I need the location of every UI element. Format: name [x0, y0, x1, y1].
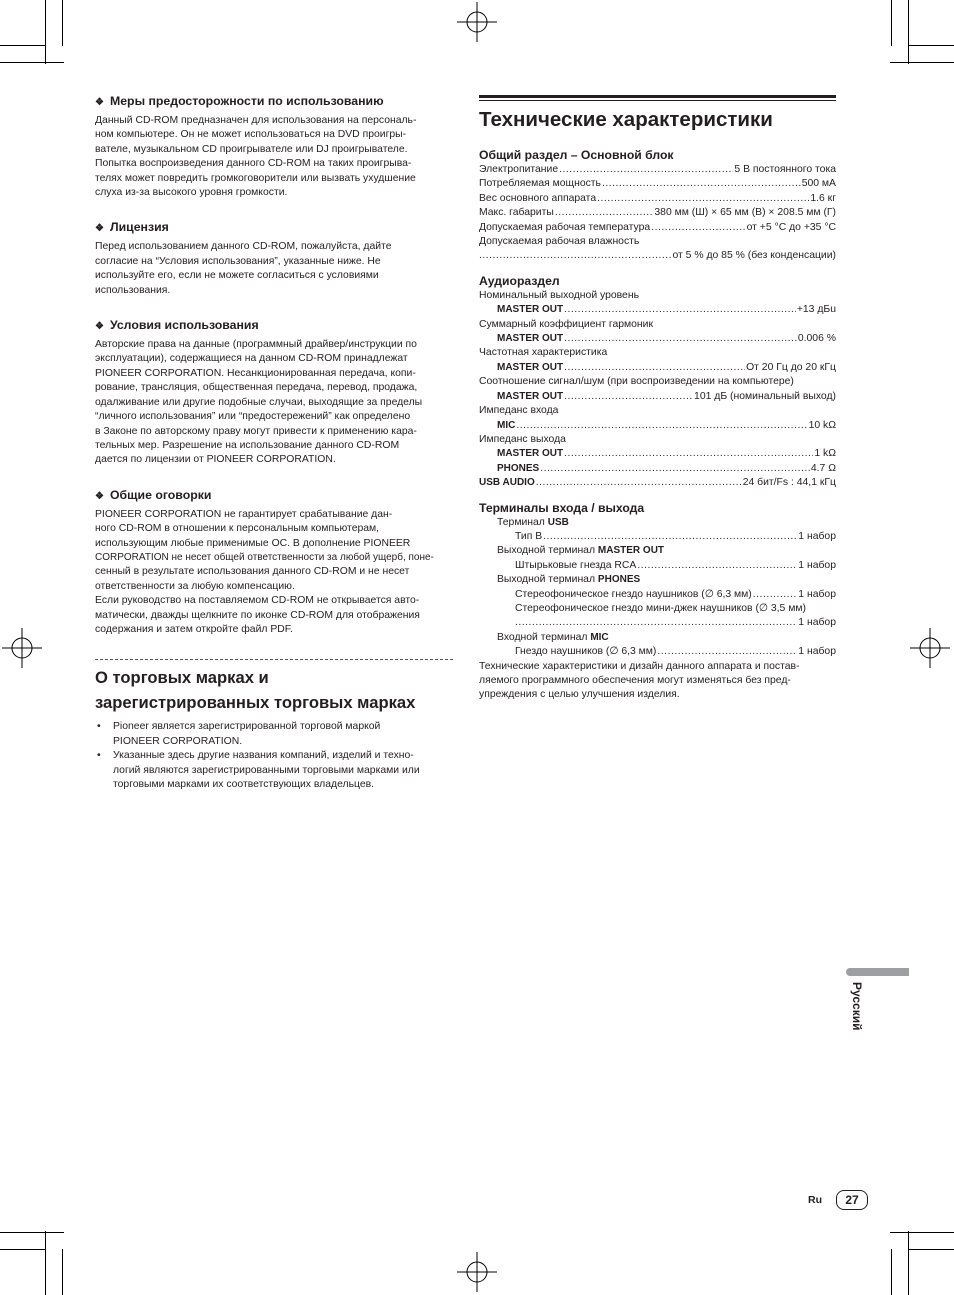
paragraph-line: согласие на “Условия использования”, указанные ниже. Не: [95, 255, 381, 267]
crop-mark: [908, 1249, 954, 1250]
spec-label: Импеданс выхода: [479, 433, 566, 445]
paragraph-line: PIONEER CORPORATION не гарантирует срабатывание дан-: [95, 508, 393, 520]
language-code: Ru: [808, 1194, 822, 1206]
crop-mark: [890, 62, 954, 63]
spec-label: Стереофоническое гнездо мини-джек наушников (∅ 3,5 мм): [515, 602, 806, 614]
crop-mark: [0, 1232, 64, 1233]
paragraph-line: “личного использования” или “предостережений” как определено: [95, 411, 411, 423]
crop-mark: [0, 62, 64, 63]
section-heading: ❖ Меры предосторожности по использованию: [95, 94, 384, 108]
paragraph-line: в Законе по авторскому праву могут привести к применению кара-: [95, 425, 417, 437]
spec-label: Номинальный выходной уровень: [479, 289, 639, 301]
spec-row: Потребляемая мощность ..... 500 мА: [479, 177, 836, 191]
spec-row: ..... 1 набор: [479, 616, 836, 630]
page-title: Технические характеристики: [479, 108, 773, 131]
crop-mark: [891, 1249, 892, 1295]
spec-label: Частотная характеристика: [479, 347, 608, 359]
paragraph-line: используйте его, если не можете согласиться с условиями: [95, 270, 379, 282]
paragraph-line: дается по лицензии от PIONEER CORPORATION.: [95, 454, 336, 466]
crop-mark: [0, 1249, 46, 1250]
spec-row: Тип B ..... 1 набор: [479, 530, 836, 544]
paragraph-line: CORPORATION не несет общей ответственности за любой ущерб, поне-: [95, 551, 434, 563]
note-line: упреждения с целью улучшения изделия.: [479, 689, 680, 701]
crop-mark: [45, 1231, 46, 1295]
spec-row: Стереофоническое гнездо наушников (∅ 6,3 мм) ..... 1 набор: [479, 588, 836, 602]
spec-label: Терминал USB: [497, 516, 569, 528]
paragraph-line: телях может повредить громкоговорители или вызвать ухудшение: [95, 172, 416, 184]
spec-row: Гнездо наушников (∅ 6,3 мм) ..... 1 набор: [479, 645, 836, 659]
trademarks-heading: О торговых марках и: [95, 668, 269, 688]
language-tab-bar: [846, 968, 909, 976]
spec-label: Выходной терминал MASTER OUT: [497, 545, 665, 557]
paragraph-line: использующим любые применимые ОС. В дополнение PIONEER: [95, 537, 411, 549]
crop-mark: [908, 1231, 909, 1295]
spec-row: MASTER OUT ..... От 20 Гц до 20 кГц: [479, 361, 836, 375]
paragraph-line: Если руководство на поставляемом CD-ROM не открывается авто-: [95, 595, 420, 607]
crop-mark: [62, 0, 63, 46]
list-item: • Pioneer является зарегистрированной торговой маркой PIONEER CORPORATION.: [97, 721, 381, 747]
diamond-icon: ❖: [95, 223, 104, 235]
spec-label: Допускаемая рабочая влажность: [479, 236, 640, 248]
paragraph-line: ного CD-ROM в отношении к персональным компьютерам,: [95, 523, 380, 535]
paragraph-line: PIONEER CORPORATION. Несанкционированная передача, копи-: [95, 367, 416, 379]
page-number: 27: [836, 1190, 868, 1210]
language-label: Русский: [850, 982, 864, 1031]
spec-heading: Терминалы входа / выхода: [479, 500, 645, 515]
spec-row: MASTER OUT ..... 0.006 %: [479, 332, 836, 346]
spec-row: Макс. габариты ..... 380 мм (Ш) × 65 мм (В) × 208.5 мм (Г): [479, 206, 836, 220]
paragraph-line: ном компьютере. Он не может использоваться на DVD проигры-: [95, 129, 407, 141]
spec-row: MASTER OUT ..... 1 kΩ: [479, 447, 836, 461]
spec-heading: Аудиораздел: [479, 273, 560, 288]
note-line: Технические характеристики и дизайн данного аппарата и постав-: [479, 660, 800, 672]
diamond-icon: ❖: [95, 490, 104, 502]
spec-label: Соотношение сигнал/шум (при воспроизведении на компьютере): [479, 376, 794, 388]
section-heading: ❖ Лицензия: [95, 220, 169, 235]
dashed-divider: [95, 659, 453, 660]
spec-row: Вес основного аппарата ..... 1.6 кг: [479, 192, 836, 206]
section-heading: ❖ Условия использования: [95, 318, 259, 333]
paragraph-line: Попытка воспроизведения данного CD-ROM на таких проигрыва-: [95, 158, 412, 170]
paragraph-line: использования.: [95, 284, 171, 296]
crop-mark: [908, 0, 909, 64]
paragraph-line: сенный в результате использования данного CD-ROM и не несет: [95, 566, 410, 578]
diamond-icon: ❖: [95, 321, 104, 333]
paragraph-line: эксплуатации), содержащиеся на данном CD-ROM принадлежат: [95, 353, 408, 365]
spec-row: ..... от 5 % до 85 % (без конденсации): [479, 249, 836, 263]
crop-mark: [45, 0, 46, 64]
crosshair-icon: [457, 2, 497, 42]
paragraph-line: Авторские права на данные (программный драйвер/инструкции по: [95, 339, 417, 351]
crop-mark: [890, 1232, 954, 1233]
title-rule: [479, 95, 836, 98]
spec-row: Штырьковые гнезда RCA ..... 1 набор: [479, 559, 836, 573]
note-line: ляемого программного обеспечения могут изменяться без пред-: [479, 675, 791, 686]
right-column: [479, 94, 836, 703]
spec-row: USB AUDIO ..... 24 бит/Fs : 44,1 кГц: [479, 476, 836, 490]
crosshair-icon: [457, 1252, 497, 1292]
paragraph-line: матически, дважды щелкните по иконке CD-ROM для отображения: [95, 609, 420, 621]
title-rule: [479, 100, 836, 101]
diamond-icon: ❖: [95, 97, 104, 108]
spec-row: Электропитание ..... 5 В постоянного тока: [479, 163, 836, 177]
spec-row: MASTER OUT ..... 101 дБ (номинальный выход): [479, 390, 836, 404]
left-column: [95, 94, 453, 792]
list-item: • Указанные здесь другие названия компаний, изделий и техно- логий являются зарегистрированными торговыми марками или торговыми марками их соответствующих владельцев.: [97, 750, 420, 790]
crop-mark: [0, 45, 46, 46]
spec-row: MASTER OUT ..... +13 дБu: [479, 303, 836, 317]
paragraph-line: ответственности за любую компенсацию.: [95, 580, 295, 592]
crosshair-icon: [910, 628, 950, 668]
spec-row: PHONES ..... 4.7 Ω: [479, 462, 836, 476]
paragraph-line: рование, трансляция, общественная передача, перевод, продажа,: [95, 382, 418, 394]
paragraph-line: содержания и затем откройте файл PDF.: [95, 623, 293, 635]
spec-heading: Общий раздел – Основной блок: [479, 148, 674, 162]
crosshair-icon: [2, 628, 42, 668]
paragraph-line: вателе, музыкальном CD проигрывателе или DJ проигрывателе.: [95, 143, 408, 155]
spec-row: Допускаемая рабочая температура ..... от +5 °C до +35 °C: [479, 221, 836, 235]
paragraph-line: слуха из-за высокого уровня громкости.: [95, 187, 288, 199]
section-heading: ❖ Общие оговорки: [95, 487, 212, 502]
paragraph-line: Перед использованием данного CD-ROM, пожалуйста, дайте: [95, 241, 392, 253]
spec-row: MIC ..... 10 kΩ: [479, 419, 836, 433]
bullet-icon: •: [97, 721, 101, 733]
crop-mark: [908, 45, 954, 46]
spec-label: Импеданс входа: [479, 405, 559, 417]
spec-label: Суммарный коэффициент гармоник: [479, 318, 654, 330]
crop-mark: [891, 0, 892, 46]
spec-label: Входной терминал MIC: [497, 631, 609, 643]
paragraph-line: Данный CD-ROM предназначен для использования на персональ-: [95, 115, 417, 126]
paragraph-line: тельных мер. Разрешение на использование данного CD-ROM: [95, 439, 400, 451]
crop-mark: [62, 1249, 63, 1295]
paragraph-line: одалживание или другие подобные случаи, выходящие за пределы: [95, 396, 423, 408]
bullet-icon: •: [97, 750, 101, 762]
trademarks-heading: зарегистрированных торговых марках: [95, 693, 416, 713]
spec-label: Выходной терминал PHONES: [497, 574, 641, 586]
